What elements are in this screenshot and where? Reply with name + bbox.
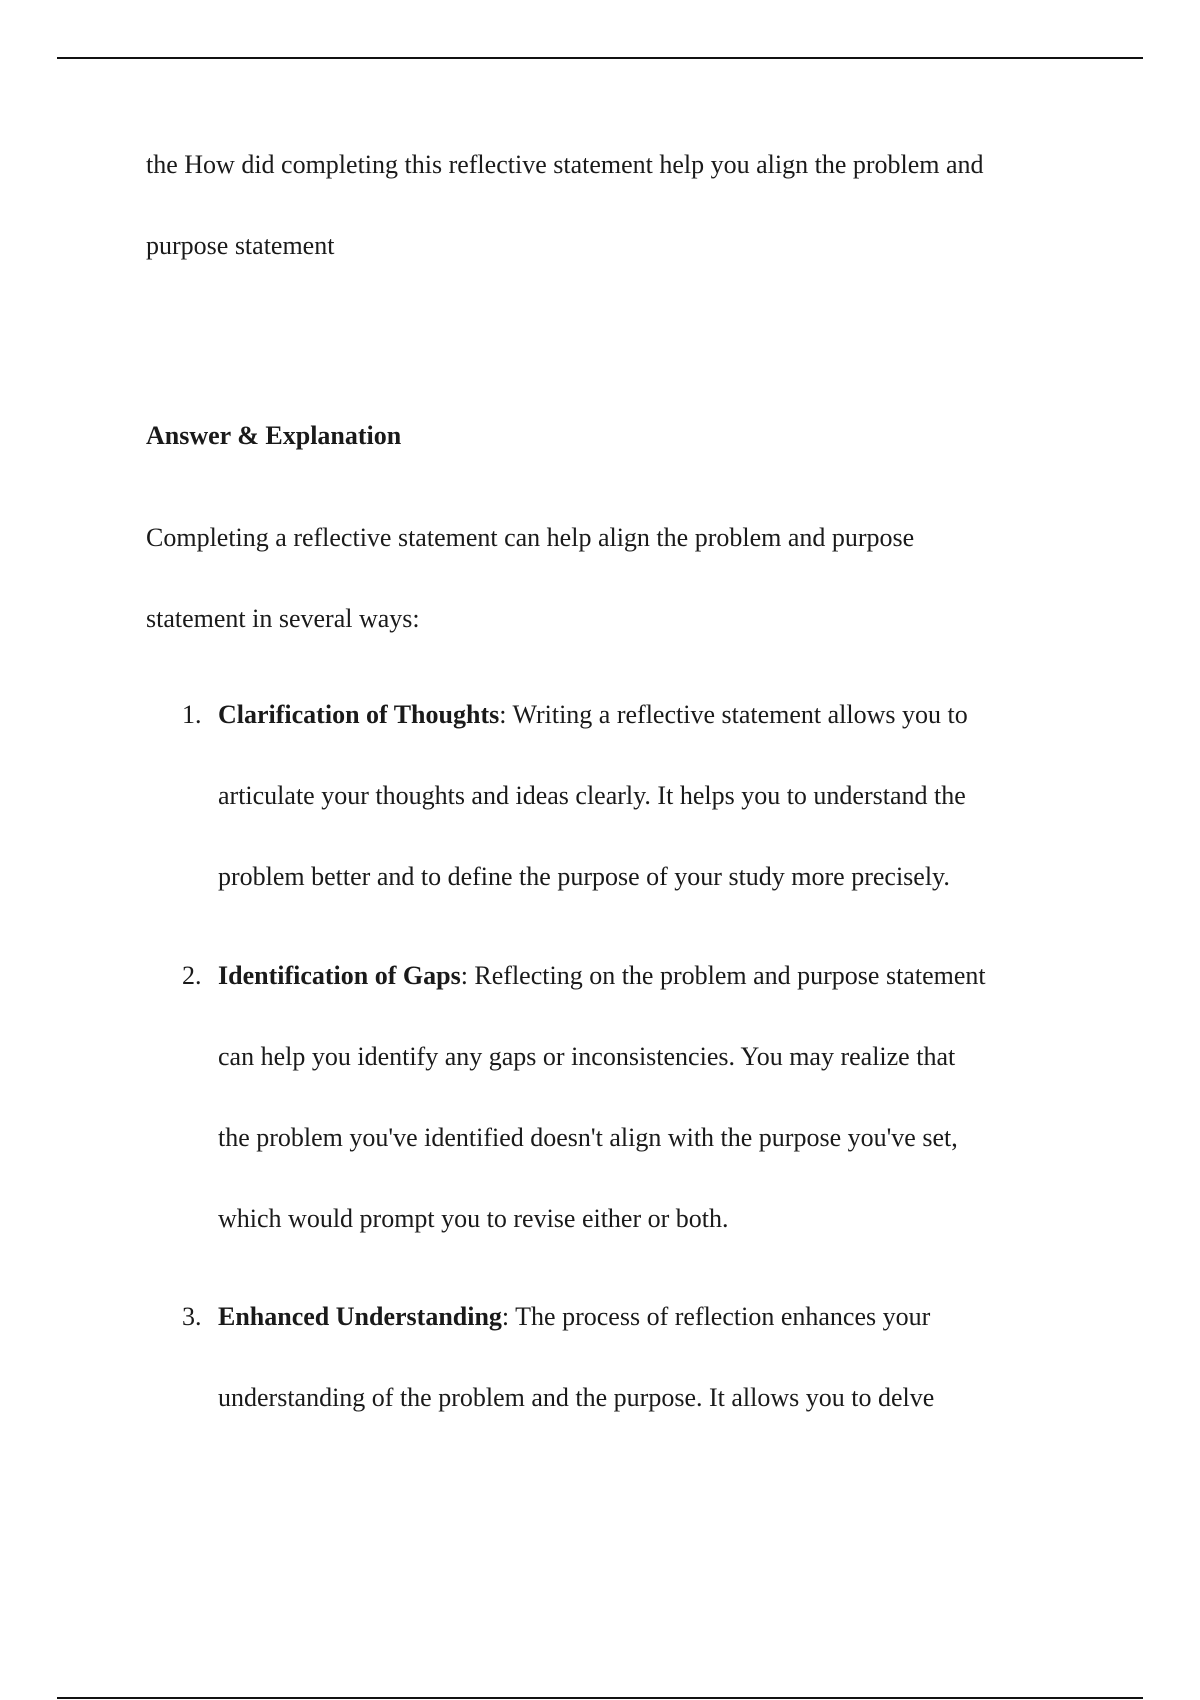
list-item-title: Identification of Gaps [218, 961, 461, 990]
list-item-text [218, 674, 1078, 917]
list-item-line: the problem you've identified doesn't align with the purpose you've set, [218, 1123, 958, 1152]
question-line-1: the How did completing this reflective statement help you align the problem and [146, 150, 984, 179]
list-item-line: problem better and to define the purpose of your study more precisely. [218, 862, 950, 891]
list-item-line: which would prompt you to revise either or both. [218, 1204, 729, 1233]
list-item-number: 2. [182, 961, 202, 990]
list-item-line: : Reflecting on the problem and purpose statement [460, 961, 986, 990]
list-item-title: Enhanced Understanding [218, 1302, 502, 1331]
answer-intro [146, 497, 1086, 659]
list-item-text [218, 1276, 1078, 1438]
list-item-line: : The process of reflection enhances your [501, 1302, 931, 1331]
list-item-number: 1. [182, 700, 202, 729]
page-top-rule [57, 57, 1143, 59]
answer-intro-line-2: statement in several ways: [146, 604, 420, 633]
answer-intro-line-1: Completing a reflective statement can help align the problem and purpose [146, 523, 915, 552]
list-item-line: : Writing a reflective statement allows you to [499, 700, 968, 729]
list-item-text [218, 935, 1078, 1259]
question-text [146, 124, 1086, 286]
list-item-line: can help you identify any gaps or inconsistencies. You may realize that [218, 1042, 956, 1071]
list-item-number: 3. [182, 1302, 202, 1331]
page-bottom-rule [57, 1697, 1143, 1699]
question-line-2: purpose statement [146, 231, 335, 260]
answer-heading: Answer & Explanation [146, 421, 402, 450]
list-item-line: articulate your thoughts and ideas clearly. It helps you to understand the [218, 781, 966, 810]
list-item-title: Clarification of Thoughts [218, 700, 500, 729]
list-item-line: understanding of the problem and the purpose. It allows you to delve [218, 1383, 935, 1412]
